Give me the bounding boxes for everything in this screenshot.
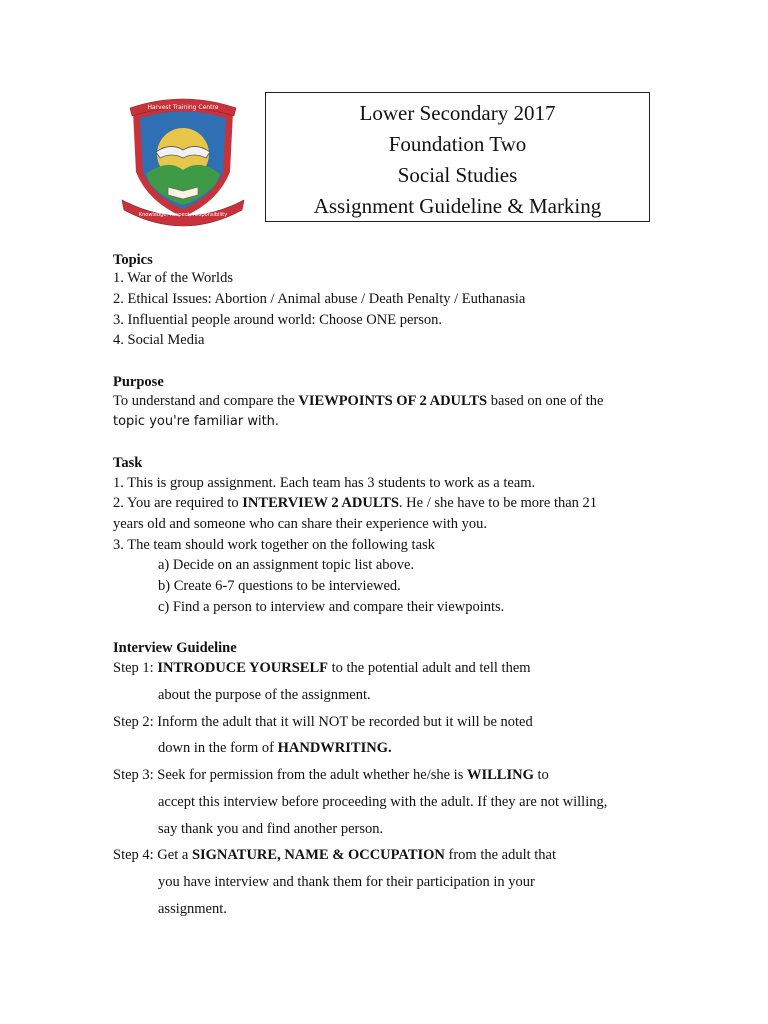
interview-step-2-cont: down in the form of HANDWRITING. [158, 740, 392, 756]
interview-step-4-cont-2: assignment. [158, 901, 227, 917]
title-line-1: Lower Secondary 2017 [359, 101, 556, 125]
interview-step-3: Step 3: Seek for permission from the adult whether he/she is WILLING to [113, 767, 549, 783]
interview-step-1-cont: about the purpose of the assignment. [158, 687, 371, 703]
interview-heading: Interview Guideline [113, 640, 237, 656]
task-sub-a: a) Decide on an assignment topic list above. [158, 557, 415, 573]
title-line-2: Foundation Two [388, 132, 527, 156]
interview-step-4-cont-1: you have interview and thank them for their participation in your [158, 874, 535, 890]
title-line-4: Assignment Guideline & Marking [313, 194, 602, 218]
task-item-3: 3. The team should work together on the following task [113, 537, 435, 553]
purpose-heading: Purpose [113, 374, 164, 390]
school-crest-logo [118, 92, 248, 227]
task-item-2-cont: years old and someone who can share their experience with you. [113, 516, 488, 532]
title-line-3: Social Studies [397, 163, 518, 187]
topic-item-3: 3. Influential people around world: Choose ONE person. [113, 312, 442, 328]
title-box [265, 92, 650, 222]
task-item-2: 2. You are required to INTERVIEW 2 ADULTS. He / she have to be more than 21 [113, 495, 598, 511]
task-heading: Task [113, 455, 143, 471]
topics-heading: Topics [113, 252, 153, 268]
interview-step-4: Step 4: Get a SIGNATURE, NAME & OCCUPATION from the adult that [113, 847, 557, 863]
interview-step-3-cont-2: say thank you and find another person. [158, 821, 384, 837]
task-sub-b: b) Create 6-7 questions to be interviewed. [158, 578, 401, 594]
purpose-line-1: To understand and compare the VIEWPOINTS OF 2 ADULTS based on one of the [113, 393, 604, 409]
interview-step-2: Step 2: Inform the adult that it will NOT be recorded but it will be noted [113, 714, 533, 730]
logo-bottom-ribbon-text: Knowledge, Respect, Responsibility [138, 212, 228, 218]
task-sub-c: c) Find a person to interview and compare their viewpoints. [158, 599, 505, 615]
task-item-1: 1. This is group assignment. Each team has 3 students to work as a team. [113, 475, 536, 491]
interview-step-1: Step 1: INTRODUCE YOURSELF to the potential adult and tell them [113, 660, 531, 676]
interview-step-3-cont-1: accept this interview before proceeding with the adult. If they are not willing, [158, 794, 608, 810]
topic-item-2: 2. Ethical Issues: Abortion / Animal abuse / Death Penalty / Euthanasia [113, 291, 526, 307]
logo-top-ribbon-text: Harvest Training Centre [147, 104, 219, 111]
topic-item-1: 1. War of the Worlds [113, 270, 233, 286]
purpose-line-2: topic you're familiar with. [113, 414, 280, 429]
topic-item-4: 4. Social Media [113, 332, 205, 348]
